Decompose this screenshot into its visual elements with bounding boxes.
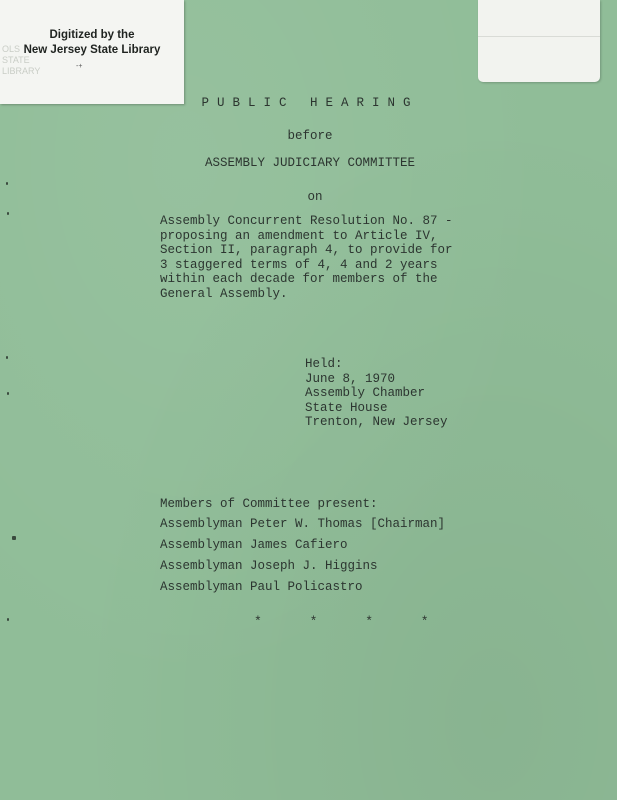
paper-speck xyxy=(12,536,16,540)
held-line: State House xyxy=(305,400,388,415)
committee-name: ASSEMBLY JUDICIARY COMMITTEE xyxy=(204,156,416,170)
sticker-fold-line xyxy=(478,36,600,37)
paper-speck xyxy=(6,356,8,359)
label-line-1: Digitized by the xyxy=(49,29,135,41)
paper-speck xyxy=(6,182,8,185)
label-mark: -+ xyxy=(76,63,83,70)
member-item: Assemblyman Joseph J. Higgins xyxy=(160,559,378,573)
held-line: June 8, 1970 xyxy=(305,371,396,386)
on-text: on xyxy=(307,190,323,204)
paper-speck xyxy=(7,212,9,215)
held-line: Assembly Chamber xyxy=(305,386,426,400)
library-label xyxy=(0,0,184,104)
paper-speck xyxy=(7,392,9,395)
document-title: PUBLIC HEARING xyxy=(201,96,419,110)
held-line: Trenton, New Jersey xyxy=(305,415,448,429)
label-line-2: New Jersey State Library xyxy=(23,44,161,56)
stamp-line: STATE xyxy=(2,55,30,65)
stamp-line: LIBRARY xyxy=(2,66,41,76)
member-item: Assemblyman Paul Policastro xyxy=(160,580,363,594)
members-heading: Members of Committee present: xyxy=(160,497,378,511)
held-line: Held: xyxy=(305,357,343,371)
section-stars: * * * * xyxy=(254,614,449,629)
stamp-line: OLS xyxy=(2,44,21,54)
member-item: Assemblyman James Cafiero xyxy=(160,538,348,552)
blank-tag-sticker xyxy=(478,0,600,82)
before-text: before xyxy=(287,129,333,143)
member-item: Assemblyman Peter W. Thomas [Chairman] xyxy=(160,517,446,531)
hearing-details xyxy=(305,357,505,430)
paper-speck xyxy=(7,618,9,621)
resolution-description: Assembly Concurrent Resolution No. 87 - proposing an amendment to Article IV, Section II, paragraph 4, to provide for 3 staggered terms of 4, 4 and 2 years within each decade for members of the General Assembly. xyxy=(160,214,453,301)
committee-members xyxy=(160,497,490,601)
